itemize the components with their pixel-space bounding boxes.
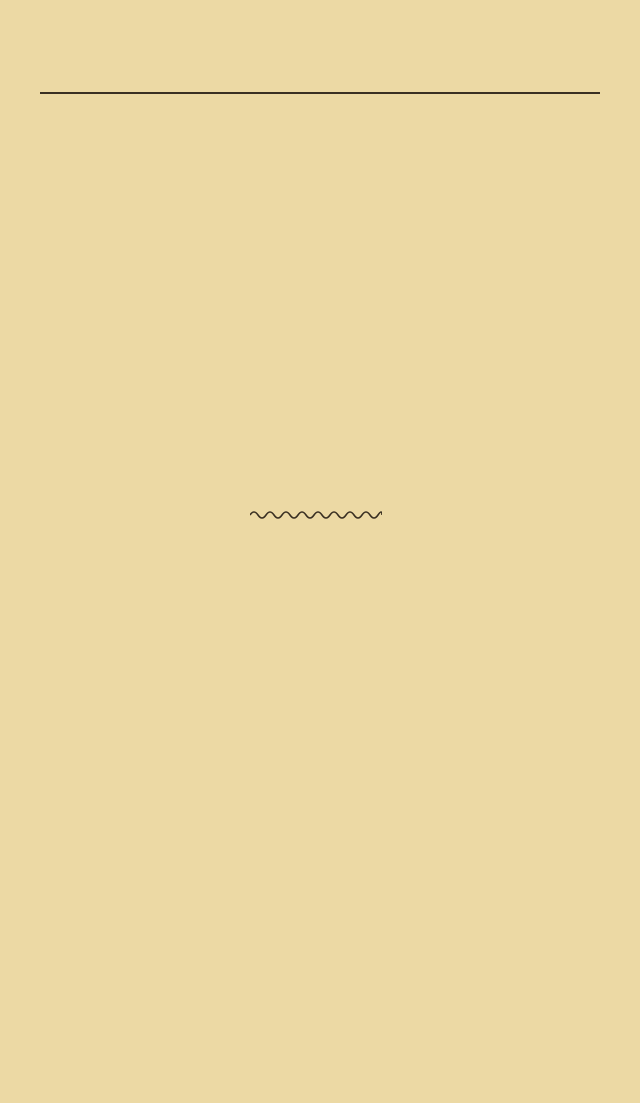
wave-ornament-divider bbox=[250, 508, 382, 522]
header-rule bbox=[40, 92, 600, 94]
